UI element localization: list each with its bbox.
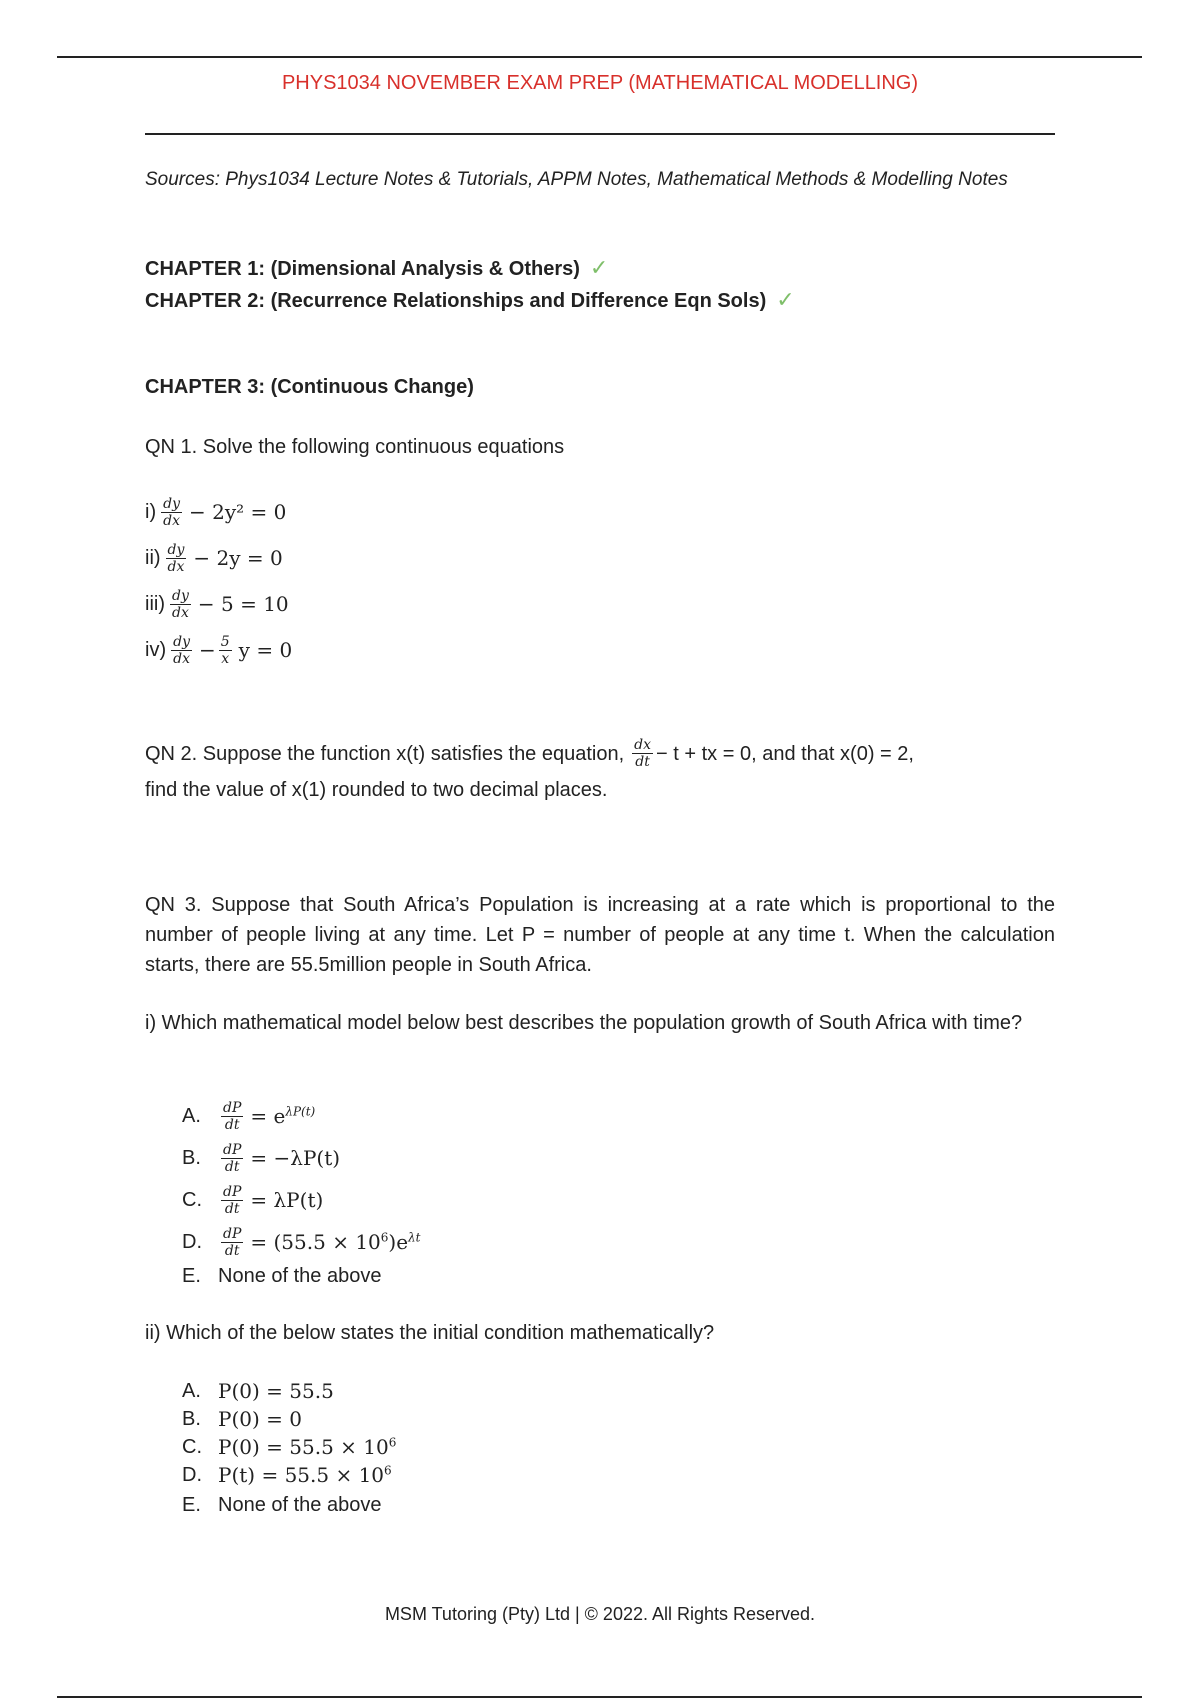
option-item: [182, 1182, 323, 1218]
chapter-3-heading: CHAPTER 3: (Continuous Change): [145, 376, 474, 398]
option-letter: B.: [182, 1407, 201, 1430]
item-label: ii): [145, 546, 161, 569]
option-letter: A.: [182, 1104, 201, 1127]
qn3-part-i: i) Which mathematical model below best describes the population growth of South Africa with time?: [145, 1012, 1023, 1034]
item-label: iv): [145, 638, 167, 661]
header-title: PHYS1034 NOVEMBER EXAM PREP (MATHEMATICAL MODELLING): [281, 72, 919, 94]
qn1-item: [145, 538, 283, 578]
option-expr: = λP(t): [250, 1188, 324, 1212]
option-text: None of the above: [218, 1493, 382, 1516]
option-letter: B.: [182, 1146, 201, 1169]
chapter-2-heading: [145, 287, 795, 313]
item-label: iii): [145, 592, 165, 615]
minus-sign: −: [198, 638, 216, 662]
option-letter: D.: [182, 1463, 202, 1486]
qn1-prompt: QN 1. Solve the following continuous equations: [145, 436, 565, 458]
qn3-part-ii: ii) Which of the below states the initial condition mathematically?: [145, 1322, 715, 1344]
bottom-rule: [57, 1696, 1142, 1698]
derivative-fraction: $\frac{dP}{dt}$: [223, 1183, 242, 1217]
qn2-line1: [145, 737, 1055, 770]
qn2-text-b: − t + tx = 0, and that x(0) = 2,: [656, 742, 914, 765]
coefficient-fraction: $\frac{5}{x}$: [220, 633, 230, 667]
derivative-fraction: $\frac{dx}{dt}$: [634, 737, 652, 770]
option-item: [182, 1258, 381, 1294]
option-letter: C.: [182, 1188, 202, 1211]
qn2-line2: find the value of x(1) rounded to two decimal places.: [145, 779, 608, 801]
option-item: [182, 1487, 381, 1523]
option-item: [182, 1224, 420, 1260]
option-expr: $P(t) = 55.5 \times 10^6$: [218, 1463, 392, 1487]
option-letter: A.: [182, 1379, 201, 1402]
chapter-1-heading: [145, 255, 608, 281]
qn1-item: [145, 584, 289, 624]
option-expr: = $(55.5 \times 10^6)e^{\lambda t}$: [250, 1230, 421, 1254]
equation-expr: − 5 = 10: [197, 592, 289, 616]
derivative-fraction: $\frac{dP}{dt}$: [223, 1225, 242, 1259]
option-expr: P(0) = 55.5: [218, 1379, 334, 1403]
option-text: None of the above: [218, 1264, 382, 1287]
checkmark-icon: ✓: [589, 255, 609, 280]
equation-expr: − 2y = 0: [193, 546, 283, 570]
option-item: [182, 1098, 315, 1134]
chapter-1-label: CHAPTER 1: (Dimensional Analysis & Others): [145, 258, 580, 280]
sources-note: Sources: Phys1034 Lecture Notes & Tutorials, APPM Notes, Mathematical Methods & Modelling Notes: [145, 169, 1008, 190]
option-expr: P(0) = 0: [218, 1407, 302, 1431]
chapter-2-label: CHAPTER 2: (Recurrence Relationships and Difference Eqn Sols): [145, 290, 767, 312]
equation-expr: y = 0: [238, 638, 293, 662]
derivative-fraction: $\frac{dy}{dx}$: [167, 541, 185, 575]
option-expr: = $e^{\lambda P(t)}$: [250, 1104, 316, 1128]
top-rule: [57, 56, 1142, 58]
option-expr: $P(0) = 55.5 \times 10^6$: [218, 1435, 397, 1459]
checkmark-icon: ✓: [776, 287, 795, 312]
option-letter: E.: [182, 1264, 201, 1287]
footer-copyright: MSM Tutoring (Pty) Ltd | © 2022. All Rights Reserved.: [384, 1604, 816, 1624]
qn1-item: [145, 492, 286, 532]
item-label: i): [145, 500, 157, 523]
option-expr: = −λP(t): [250, 1146, 341, 1170]
header-rule: [145, 133, 1055, 135]
qn3-intro: QN 3. Suppose that South Africa’s Population is increasing at a rate which is proportional to the number of people living at any time. Let P = number of people at any time t. When the calculation starts, there are 55.5million people in South Africa.: [145, 894, 1055, 976]
derivative-fraction: $\frac{dP}{dt}$: [223, 1099, 242, 1133]
option-letter: E.: [182, 1493, 201, 1516]
derivative-fraction: $\frac{dP}{dt}$: [223, 1141, 242, 1175]
qn2-text-a: QN 2. Suppose the function x(t) satisfies the equation,: [145, 742, 625, 765]
option-item: [182, 1140, 340, 1176]
option-letter: D.: [182, 1230, 202, 1253]
derivative-fraction: $\frac{dy}{dx}$: [172, 587, 189, 621]
option-letter: C.: [182, 1435, 202, 1458]
derivative-fraction: $\frac{dy}{dx}$: [173, 633, 190, 667]
derivative-fraction: $\frac{dy}{dx}$: [163, 495, 180, 529]
equation-expr: − 2y² = 0: [188, 500, 287, 524]
qn1-item: [145, 630, 292, 670]
